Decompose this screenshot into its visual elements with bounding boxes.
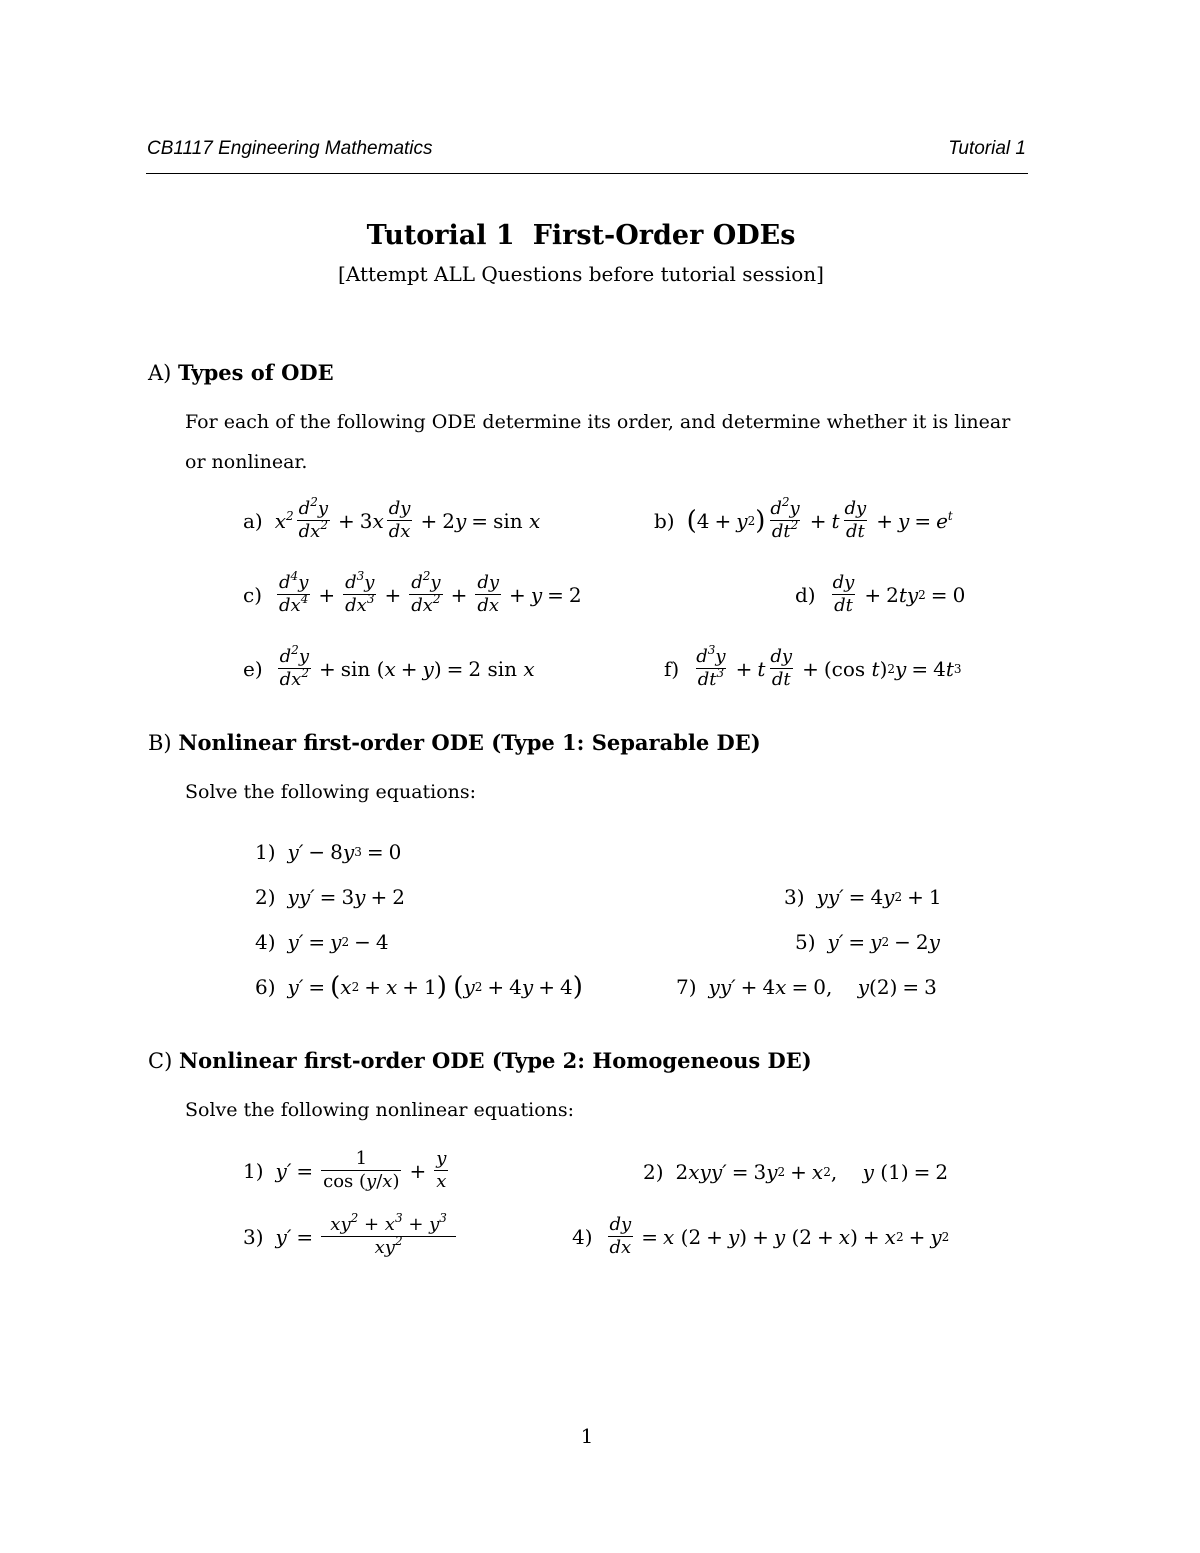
equation-c: c) $\frac{d^4y}{dx^4}$ + $\frac{d^3y}{dx^3}$ + $\frac{d^2y}{dx^2}$ + $\frac{dy}{dx}$ + y = 2 [243,569,582,616]
equation-b4: 4) y′ = y 2 − 4 [255,930,389,954]
section-a-heading: A) Types of ODE [148,360,334,385]
title-number: Tutorial 1 [366,220,515,251]
equation-c3: 3) y′ = $\frac{xy^2 + x^3 + y^3}{xy^2}$ [243,1214,459,1259]
header-rule [146,173,1028,174]
equation-b2: 2) yy′ = 3 y + 2 [255,885,405,909]
section-b-instructions: Solve the following equations: [185,781,477,803]
page-subtitle: [Attempt ALL Questions before tutorial session] [338,262,824,286]
equation-c4: 4) $\frac{dy}{dx}$ = x (2 + y ) + y (2 + x ) + x 2 + y 2 [572,1214,950,1258]
equation-f: f) $\frac{d^3y}{dt^3}$ + t $\frac{dy}{dt}$ + (cos t ) 2 y = 4 t 3 [664,643,962,690]
page-title [0,220,1162,251]
equation-c1: 1) y′ = $\frac{1}{\cos (y/x)}$ + $\frac{y}{x}$ [243,1148,447,1192]
equation-b1: 1) y′ − 8 y 3 = 0 [255,840,402,864]
equation-b: b) ( 4 + y 2 ) $\frac{d^2y}{dt^2}$ + t $\frac{dy}{dt}$ + y = $e^t$ [654,495,953,542]
equation-b3: 3) yy′ = 4 y 2 + 1 [784,885,942,909]
equation-c2: 2) 2 xyy′ = 3 y 2 + x 2 , y (1) = 2 [643,1160,949,1184]
equation-e: e) $\frac{d^2y}{dx^2}$ + sin ( x + y ) = 2 sin x [243,643,535,690]
equation-b5: 5) y′ = y 2 − 2 y [795,930,940,954]
header-tutorial: Tutorial 1 [948,138,1026,159]
title-topic: First-Order ODEs [532,220,796,251]
page-number: 1 [580,1424,594,1448]
equation-a: a) $x^2$ $\frac{d^2y}{dx^2}$ + 3 x $\frac{dy}{dx}$ + 2 y = sin x [243,495,541,542]
section-c-heading: C) Nonlinear first-order ODE (Type 2: Homogeneous DE) [148,1048,812,1073]
section-a-instructions: For each of the following ODE determine its order, and determine whether it is linear or nonlinear. [185,411,1011,473]
header-course: CB1117 Engineering Mathematics [147,138,433,159]
section-b-heading: B) Nonlinear first-order ODE (Type 1: Separable DE) [148,730,761,755]
equation-d: d) $\frac{dy}{dt}$ + 2 ty 2 = 0 [795,572,966,616]
equation-b7: 7) yy′ + 4 x = 0, y (2) = 3 [676,975,937,999]
section-c-instructions: Solve the following nonlinear equations: [185,1099,575,1121]
equation-b6: 6) y′ = ( x 2 + x + 1 ) ( y 2 + 4 y + 4 ) [255,972,583,1002]
